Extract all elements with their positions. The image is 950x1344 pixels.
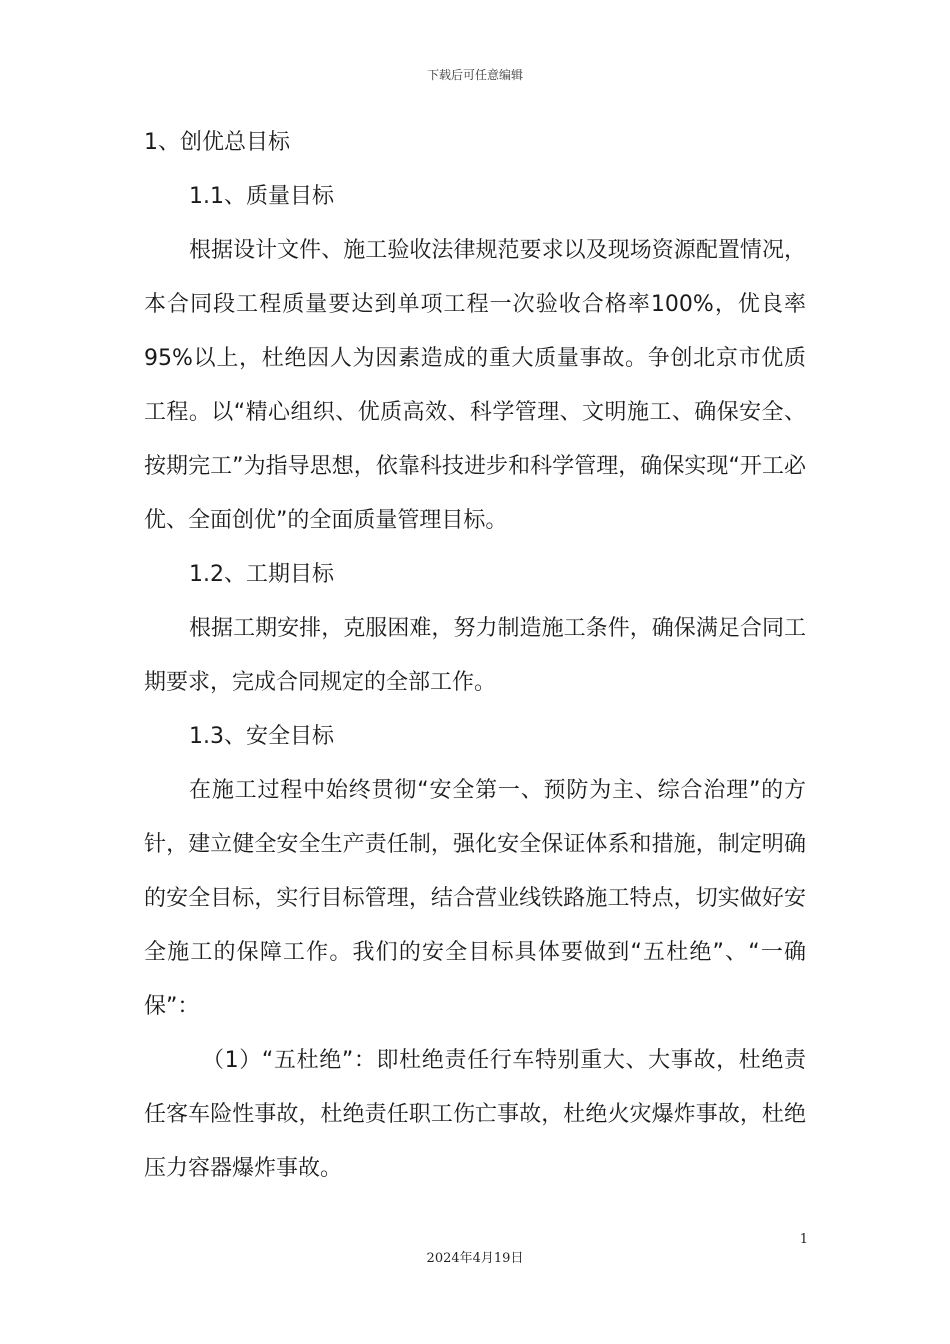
section-title-safety: 1.3、安全目标 bbox=[189, 724, 334, 749]
header-note: 下载后可任意编辑 bbox=[426, 68, 523, 82]
document-body bbox=[144, 116, 806, 1196]
page-number: 1 bbox=[799, 1232, 808, 1247]
safety-item-five-eliminations: （1）“五杜绝”：即杜绝责任行车特别重大、大事故，杜绝责任客车险性事故，杜绝责任职工伤亡事故，杜绝火灾爆炸事故，杜绝压力容器爆炸事故。 bbox=[144, 1048, 806, 1181]
schedule-paragraph: 根据工期安排，克服困难，努力制造施工条件，确保满足合同工期要求，完成合同规定的全部工作。 bbox=[144, 616, 806, 695]
quality-paragraph: 根据设计文件、施工验收法律规范要求以及现场资源配置情况，本合同段工程质量要达到单项工程一次验收合格率100%，优良率95%以上，杜绝因人为因素造成的重大质量事故。争创北京市优质工程。以“精心组织、优质高效、科学管理、文明施工、确保安全、按期完工”为指导思想，依靠科技进步和科学管理，确保实现“开工必优、全面创优”的全面质量管理目标。 bbox=[144, 238, 806, 533]
main-title: 1、创优总目标 bbox=[144, 130, 290, 155]
section-title-quality: 1.1、质量目标 bbox=[189, 184, 334, 209]
safety-paragraph: 在施工过程中始终贯彻“安全第一、预防为主、综合治理”的方针，建立健全安全生产责任制，强化安全保证体系和措施，制定明确的安全目标，实行目标管理，结合营业线铁路施工特点，切实做好安全施工的保障工作。我们的安全目标具体要做到“五杜绝”、“一确保”： bbox=[144, 778, 806, 1019]
footer-date: 2024年4月19日 bbox=[426, 1251, 524, 1266]
section-title-schedule: 1.2、工期目标 bbox=[189, 562, 334, 587]
